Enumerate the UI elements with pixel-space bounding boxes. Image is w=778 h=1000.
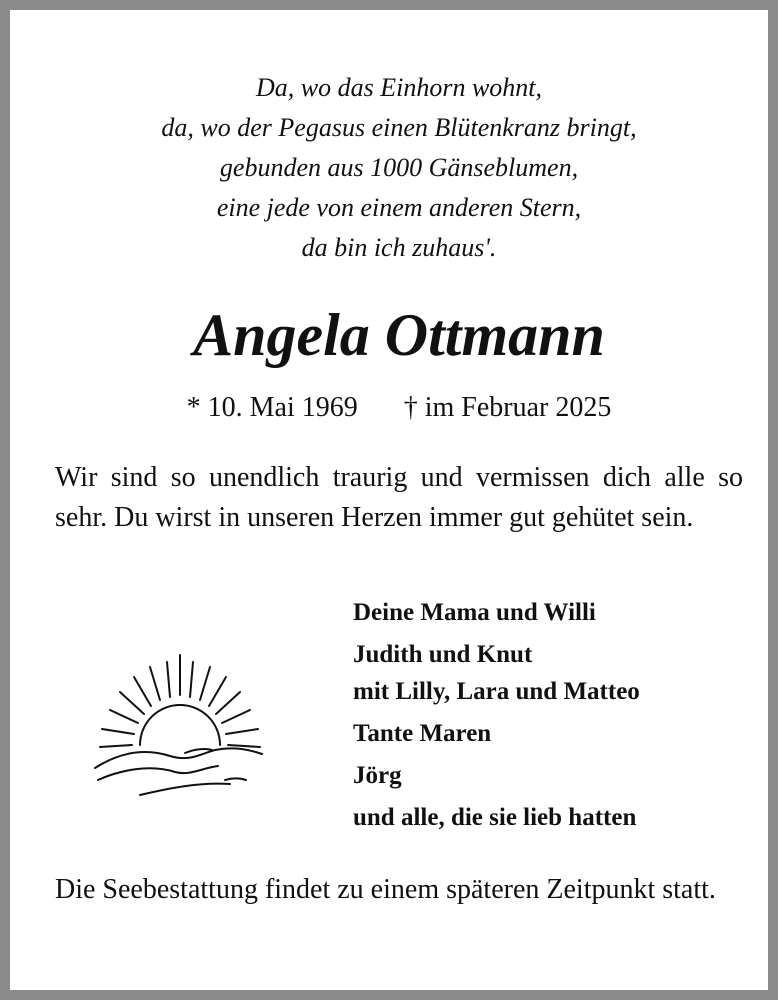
closing-note: Die Seebestattung findet zu einem späteren Zeitpunkt statt. [55,874,716,905]
death-date: † im Februar 2025 [403,392,612,423]
mourner-line: und alle, die sie lieb hatten [353,804,637,831]
mourner-group [353,757,753,794]
mourners-list [353,594,753,841]
poem [40,68,758,268]
mourner-line: mit Lilly, Lara und Matteo [353,678,640,705]
mourner-line: Tante Maren [353,720,492,747]
life-dates [30,388,768,428]
mourner-group [353,715,753,752]
mourner-group [353,594,753,631]
poem-line: da bin ich zuhaus'. [301,233,497,262]
poem-line: gebunden aus 1000 Gänseblumen, [219,153,579,182]
mourner-line: Jörg [353,762,402,789]
mourner-group [353,799,753,836]
sunset-hills-icon [90,650,270,800]
mourner-line: Judith und Knut [353,641,533,668]
poem-line: eine jede von einem anderen Stern, [216,193,582,222]
condolence-message: Wir sind so unendlich traurig und vermissen dich alle so sehr. Du wirst in unseren Herzen immer gut gehütet sein. [55,462,743,533]
poem-line: Da, wo das Einhorn wohnt, [255,73,543,102]
mourner-group [353,636,753,710]
mourner-line: Deine Mama und Willi [353,599,596,626]
poem-line: da, wo der Pegasus einen Blütenkranz bringt, [161,113,637,142]
birth-date: * 10. Mai 1969 [186,392,358,423]
deceased-name: Angela Ottmann [193,302,605,368]
